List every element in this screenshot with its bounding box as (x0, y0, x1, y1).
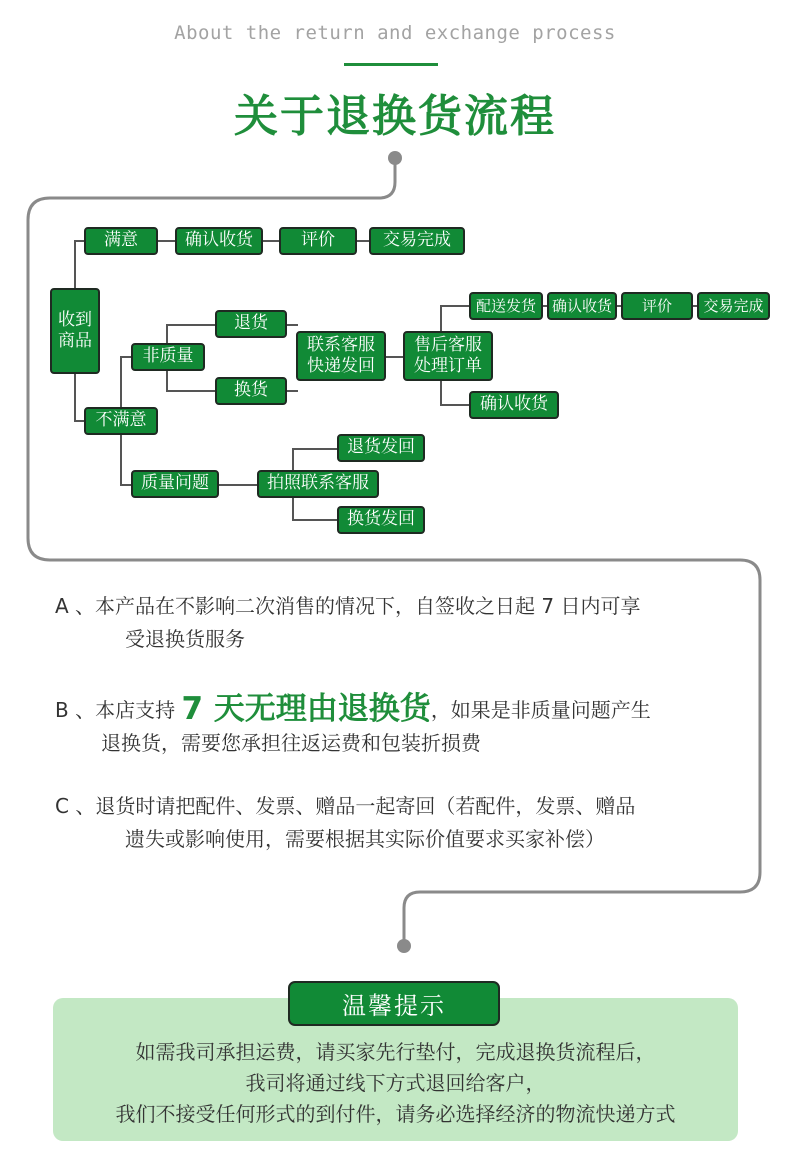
node-return: 退货 (215, 310, 287, 338)
rule-b-highlight: 7 天无理由退换货 (181, 691, 431, 727)
node-top-transaction-complete: 交易完成 (697, 292, 770, 320)
node-contact-customer-service: 联系客服 快递发回 (296, 331, 386, 381)
node-photo-contact-service: 拍照联系客服 (257, 470, 379, 498)
page-subtitle: About the return and exchange process (174, 22, 616, 44)
connector (286, 324, 298, 326)
node-return-shipment: 退货发回 (337, 434, 425, 462)
connector (74, 241, 76, 289)
page-title: 关于退换货流程 (234, 91, 556, 142)
connector (166, 390, 216, 392)
node-satisfied-review: 评价 (279, 227, 357, 255)
rule-c-line: C 、退货时请把配件、发票、赠品一起寄回（若配件，发票、赠品 (55, 794, 636, 818)
tips-line-3: 我们不接受任何形式的到付件，请务必选择经济的物流快递方式 (115, 1102, 676, 1126)
node-exchange-shipment: 换货发回 (337, 506, 425, 534)
connector (286, 390, 298, 392)
connector (356, 240, 370, 242)
node-dissatisfied: 不满意 (84, 407, 158, 435)
connector (218, 484, 258, 486)
node-top-review: 评价 (621, 292, 693, 320)
node-quality-issue: 质量问题 (131, 470, 219, 498)
rule-c-continuation: 遗失或影响使用，需要根据其实际价值要求买家补偿） (125, 827, 605, 851)
node-non-quality: 非质量 (131, 343, 205, 371)
connector (386, 356, 404, 358)
connector (156, 240, 176, 242)
node-received-goods: 收到 商品 (50, 288, 100, 374)
rule-c (55, 790, 755, 856)
node-ship-goods: 配送发货 (469, 292, 543, 320)
tips-title: 温馨提示 (288, 981, 500, 1026)
rule-b-continuation: 退换货，需要您承担往返运费和包装折损费 (101, 731, 481, 755)
rule-a-continuation: 受退换货服务 (125, 627, 245, 651)
connector (74, 373, 76, 421)
tips-line-1: 如需我司承担运费，请买家先行垫付，完成退换货流程后， (135, 1040, 656, 1064)
node-top-confirm-receipt: 确认收货 (547, 292, 617, 320)
rule-a (55, 590, 755, 656)
rule-b (55, 693, 755, 760)
connector (292, 448, 338, 450)
rule-b-prefix: B 、本店支持 (55, 698, 182, 722)
connector (440, 404, 470, 406)
connector (166, 324, 216, 326)
connector (440, 305, 470, 307)
rule-a-line: A 、本产品在不影响二次消售的情况下，自签收之日起 7 日内可享 (55, 594, 641, 618)
node-satisfied-transaction-complete: 交易完成 (369, 227, 465, 255)
connector (262, 240, 280, 242)
frame-bottom-dot (397, 939, 411, 953)
node-satisfied-confirm-receipt: 确认收货 (175, 227, 263, 255)
node-confirm-receipt: 确认收货 (469, 391, 559, 419)
node-exchange: 换货 (215, 377, 287, 405)
rule-b-suffix: ，如果是非质量问题产生 (430, 698, 651, 722)
connector (292, 519, 338, 521)
node-after-sales-service: 售后客服 处理订单 (403, 331, 493, 381)
tips-line-2: 我司将通过线下方式退回给客户， (245, 1071, 546, 1095)
node-satisfied: 满意 (84, 227, 158, 255)
